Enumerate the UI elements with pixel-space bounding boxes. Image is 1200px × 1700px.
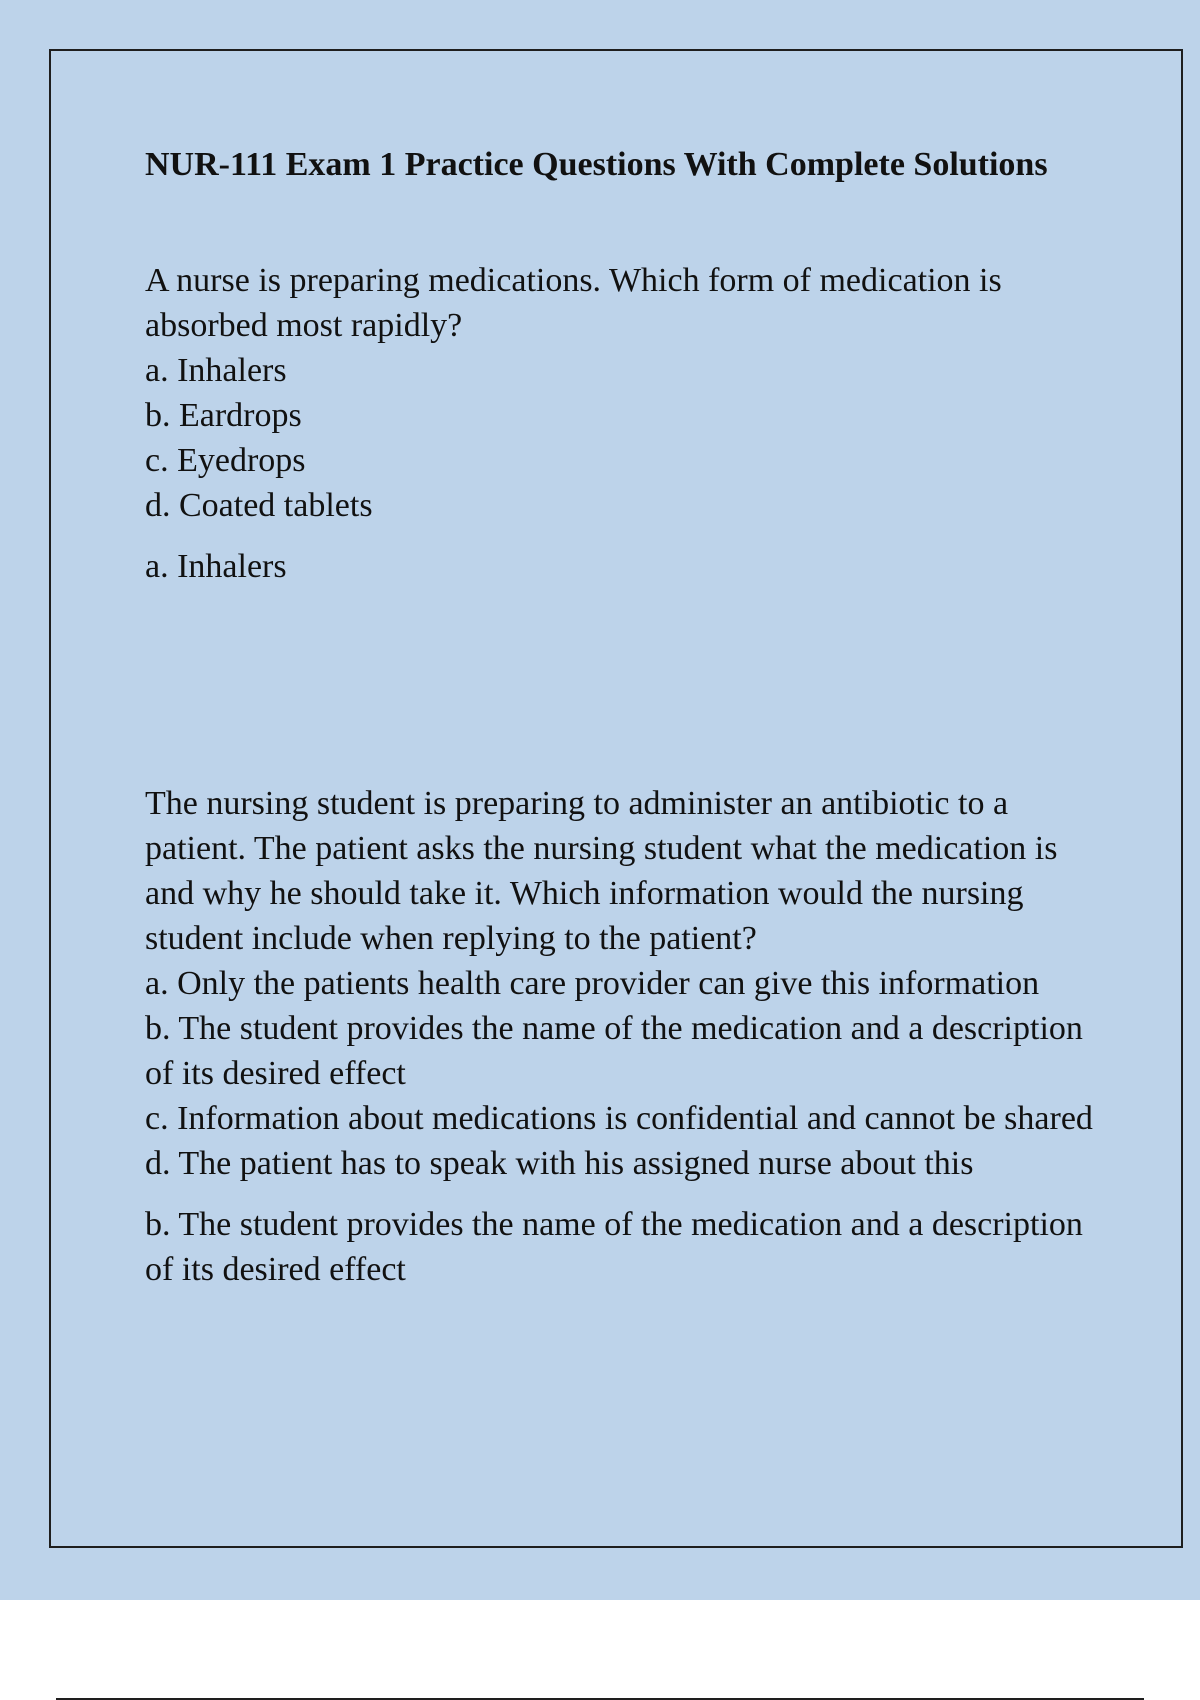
- document-content: [145, 142, 1105, 1292]
- question-2-answer: b. The student provides the name of the medication and a description of its desired effect: [145, 1206, 1083, 1288]
- question-block-2: [145, 781, 1105, 1292]
- question-2-option-b: b. The student provides the name of the medication and a description of its desired effect: [145, 1010, 1083, 1092]
- question-1-option-c: c. Eyedrops: [145, 442, 306, 479]
- question-block-1: [145, 258, 1105, 589]
- question-1-answer: a. Inhalers: [145, 548, 287, 585]
- question-2-option-a: a. Only the patients health care provider can give this information: [145, 965, 1040, 1002]
- question-prompt-2: The nursing student is preparing to administer an antibiotic to a patient. The patient asks the nursing student what the medication is and why he should take it. Which information would the nursing student include when replying to the patient?: [145, 785, 1058, 957]
- question-1-option-b: b. Eardrops: [145, 397, 302, 434]
- question-1-option-d: d. Coated tablets: [145, 487, 373, 524]
- question-1-option-a: a. Inhalers: [145, 352, 287, 389]
- question-prompt-1: A nurse is preparing medications. Which form of medication is absorbed most rapidly?: [145, 262, 1002, 344]
- document-title: NUR-111 Exam 1 Practice Questions With Complete Solutions: [145, 146, 1048, 183]
- question-2-option-c: c. Information about medications is confidential and cannot be shared: [145, 1100, 1093, 1137]
- question-2-option-d: d. The patient has to speak with his assigned nurse about this: [145, 1145, 974, 1182]
